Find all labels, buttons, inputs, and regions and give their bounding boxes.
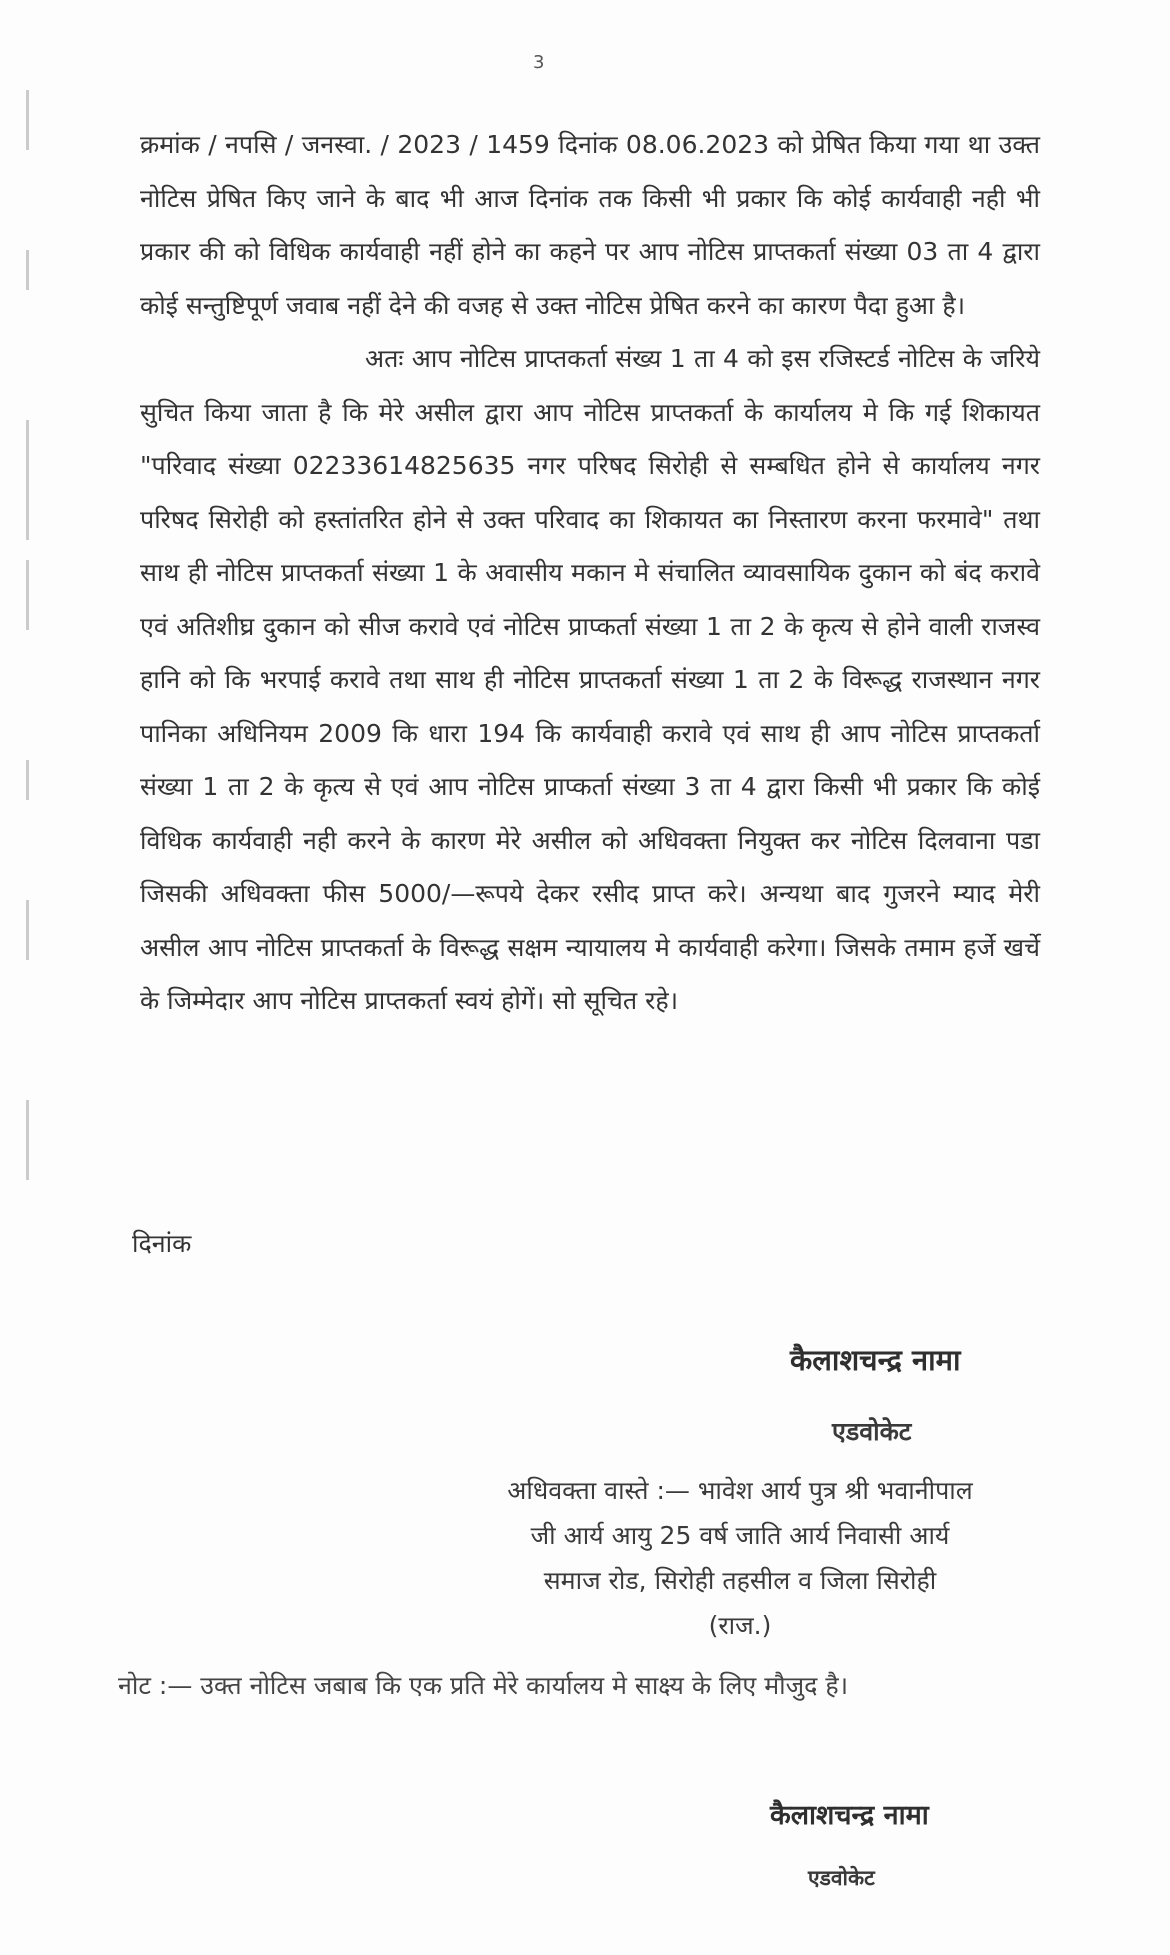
client-line: अधिवक्ता वास्ते :— भावेश आर्य पुत्र श्री भवानीपाल <box>507 1476 973 1505</box>
scan-edge-mark <box>26 900 29 960</box>
date-label: दिनांक <box>132 1229 192 1258</box>
scan-edge-mark <box>26 760 29 800</box>
advocate-name-footer: कैलाशचन्द्र नामा <box>770 1800 929 1831</box>
scan-edge-mark <box>26 90 29 150</box>
note-line: नोट :— उक्त नोटिस जबाब कि एक प्रति मेरे कार्यालय मे साक्ष्य के लिए मौजुद है। <box>118 1671 849 1700</box>
client-line: जी आर्य आयु 25 वर्ष जाति आर्य निवासी आर्य <box>530 1521 950 1550</box>
paragraph-notice: अतः आप नोटिस प्राप्तकर्ता संख्य 1 ता 4 को इस रजिस्टर्ड नोटिस के जरिये सुचित किया जाता है कि मेरे असील द्वारा आप नोटिस प्राप्तकर्ता के कार्यालय मे कि गई शिकायत "परिवाद संख्या 02233614825635 नगर परिषद सिरोही से सम्बधित होने से कार्यालय नगर परिषद सिरोही को हस्तांतरित होने से उक्त परिवाद का शिकायत का निस्तारण करना फरमावे" तथा साथ ही नोटिस प्राप्तकर्ता संख्या 1 के अवासीय मकान मे संचालित व्यावसायिक दुकान को बंद करावे एवं अतिशीघ्र दुकान को सीज करावे एवं नोटिस प्राप्कर्ता संख्या 1 ता 2 के कृत्य से होने वाली राजस्व हानि को कि भरपाई करावे तथा साथ ही नोटिस प्राप्तकर्ता संख्या 1 ता 2 के विरूद्ध राजस्थान नगर पानिका अधिनियम 2009 कि धारा 194 कि कार्यवाही करावे एवं साथ ही आप नोटिस प्राप्तकर्ता संख्या 1 ता 2 के कृत्य से एवं आप नोटिस प्राप्कर्ता संख्या 3 ता 4 द्वारा किसी भी प्रकार कि कोई विधिक कार्यवाही नही करने के कारण मेरे असील को अधिवक्ता नियुक्त कर नोटिस दिलवाना पडा जिसकी अधिवक्ता फीस 5000/—रूपये देकर रसीद प्राप्त करे। अन्यथा बाद गुजरने म्याद मेरी असील आप नोटिस प्राप्तकर्ता के विरूद्ध सक्षम न्यायालय मे कार्यवाही करेगा। जिसके तमाम हर्जे खर्चे के जिम्मेदार आप नोटिस प्राप्तकर्ता स्वयं होगें। सो सूचित रहे। <box>140 344 1040 1015</box>
paragraph-intro: क्रमांक / नपसि / जनस्वा. / 2023 / 1459 दिनांक 08.06.2023 को प्रेषित किया गया था उक्त नोटिस प्रेषित किए जाने के बाद भी आज दिनांक तक किसी भी प्रकार कि कोई कार्यवाही नही भी प्रकार की को विधिक कार्यवाही नहीं होने का कहने पर आप नोटिस प्राप्तकर्ता संख्या 03 ता 4 द्वारा कोई सन्तुष्टिपूर्ण जवाब नहीं देने की वजह से उक्त नोटिस प्रेषित करने का कारण पैदा हुआ है। <box>140 130 1040 320</box>
client-line: (राज.) <box>708 1611 772 1640</box>
advocate-title: एडवोकेट <box>832 1417 912 1446</box>
scan-edge-mark <box>26 250 29 290</box>
page-number: 3 <box>533 52 545 73</box>
advocate-title-footer: एडवोकेट <box>808 1866 875 1890</box>
client-details <box>470 1468 1010 1648</box>
notice-body <box>140 118 1040 1028</box>
client-line: समाज रोड, सिरोही तहसील व जिला सिरोही <box>543 1566 937 1595</box>
scan-edge-mark <box>26 1100 29 1180</box>
scan-edge-mark <box>26 420 29 540</box>
scan-edge-mark <box>26 560 29 630</box>
advocate-name: कैलाशचन्द्र नामा <box>790 1343 961 1377</box>
